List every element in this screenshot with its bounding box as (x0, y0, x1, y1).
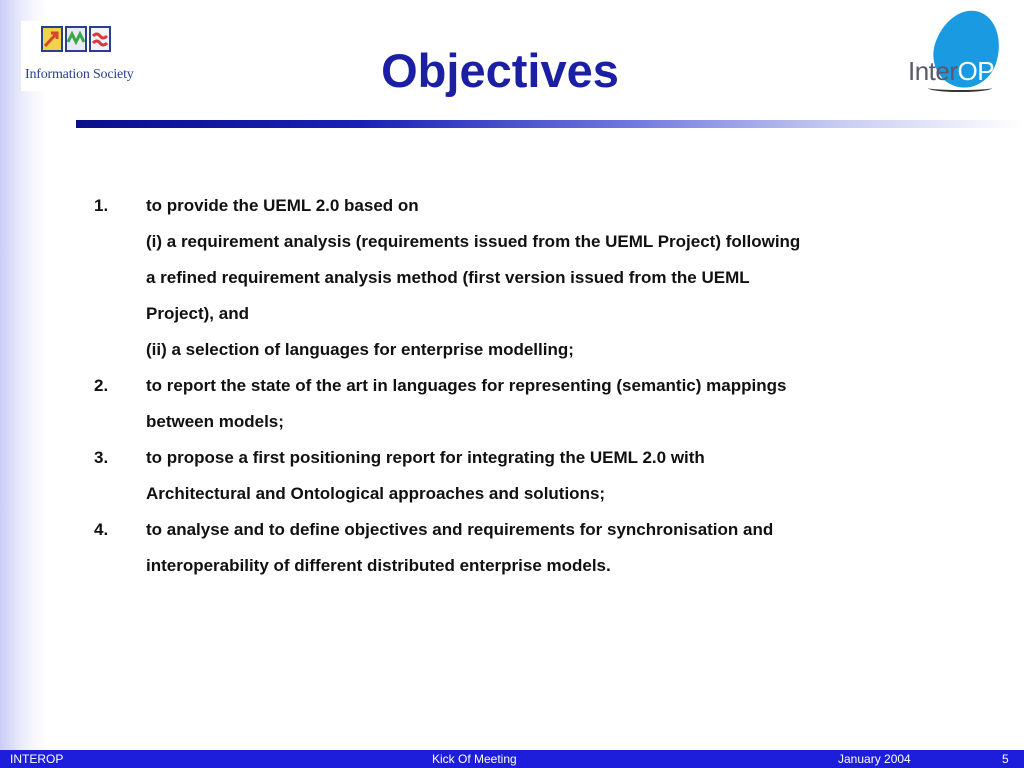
item-line: between models; (146, 412, 284, 431)
item-line: interoperability of different distributed enterprise models. (146, 556, 611, 575)
item-line: to report the state of the art in languages for representing (semantic) mappings (146, 376, 787, 395)
item-line: to analyse and to define objectives and requirements for synchronisation and (146, 520, 774, 539)
footer-event: Kick Of Meeting (432, 752, 517, 766)
information-society-text: Information Society (25, 67, 134, 82)
interop-logo-text: InterOP (908, 56, 995, 86)
item-line: Architectural and Ontological approaches and solutions; (146, 484, 606, 503)
interop-logo (900, 8, 1010, 94)
list-item (94, 188, 924, 368)
footer-page-number: 5 (1002, 752, 1009, 766)
item-number: 4. (94, 520, 109, 539)
item-number: 3. (94, 448, 109, 467)
item-line: a refined requirement analysis method (first version issued from the UEML (146, 268, 750, 287)
item-number: 2. (94, 376, 109, 395)
footer-date: January 2004 (838, 752, 911, 766)
footer-bar (0, 750, 1024, 768)
footer-project: INTEROP (10, 752, 64, 766)
list-item (94, 512, 924, 584)
interop-swoosh-icon (928, 84, 992, 92)
item-line: to provide the UEML 2.0 based on (146, 196, 419, 215)
item-line: Project), and (146, 304, 249, 323)
title-divider (76, 120, 1024, 128)
item-line: (ii) a selection of languages for enterprise modelling; (146, 340, 574, 359)
page-title: Objectives (381, 44, 619, 97)
item-line: (i) a requirement analysis (requirements issued from the UEML Project) following (146, 232, 801, 251)
list-item (94, 440, 924, 512)
list-item (94, 368, 924, 440)
objectives-list (94, 188, 924, 584)
item-number: 1. (94, 196, 109, 215)
item-line: to propose a first positioning report for integrating the UEML 2.0 with (146, 448, 705, 467)
